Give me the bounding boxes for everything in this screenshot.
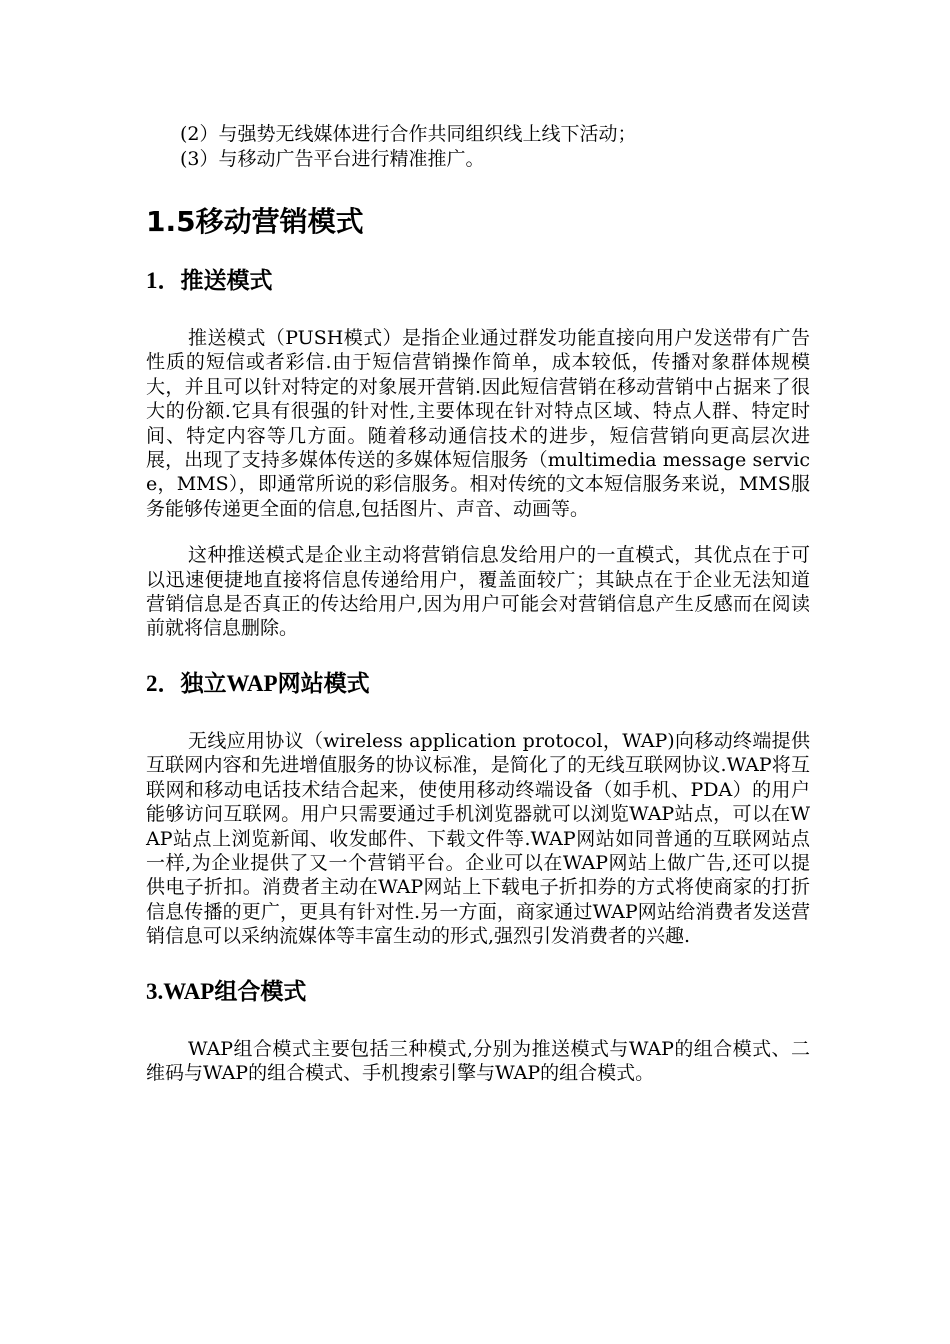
subsection-heading-wap-site: 2．独立WAP网站模式	[146, 670, 370, 696]
paragraph: 这种推送模式是企业主动将营销信息发给用户的一直模式，其优点在于可以迅速便捷地直接将信息传递给用户，覆盖面较广；其缺点在于企业无法知道营销信息是否真正的传达给用户,因为用户可能会对营销信息产生反感而在阅读前就将信息删除。	[146, 544, 810, 640]
paragraph: WAP组合模式主要包括三种模式,分别为推送模式与WAP的组合模式、二维码与WAP的组合模式、手机搜索引擎与WAP的组合模式。	[146, 1037, 810, 1084]
section-title: 1.5移动营销模式	[146, 205, 364, 238]
paragraph: 推送模式（PUSH模式）是指企业通过群发功能直接向用户发送带有广告性质的短信或者彩信.由于短信营销操作简单，成本较低，传播对象群体规模大，并且可以针对特定的对象展开营销.因此短信营销在移动营销中占据来了很大的份额.它具有很强的针对性,主要体现在针对特点区域、特点人群、特定时间、特定内容等几方面。随着移动通信技术的进步，短信营销向更高层次进展，出现了支持多媒体传送的多媒体短信服务（multimedia message service，MMS），即通常所说的彩信服务。相对传统的文本短信服务来说，MMS服务能够传递更全面的信息,包括图片、声音、动画等。	[146, 327, 810, 520]
subsection-heading-wap-combo: 3.WAP组合模式	[146, 978, 307, 1004]
list-item: (3）与移动广告平台进行精准推广。	[180, 148, 485, 170]
document-page	[146, 122, 810, 1085]
paragraph: 无线应用协议（wireless application protocol，WAP)向移动终端提供互联网内容和先进增值服务的协议标准，是简化了的无线互联网协议.WAP将互联网和移动电话技术结合起来，使使用移动终端设备（如手机、PDA）的用户能够访问互联网。用户只需要通过手机浏览器就可以浏览WAP站点，可以在WAP站点上浏览新闻、收发邮件、下载文件等.WAP网站如同普通的互联网站点一样,为企业提供了又一个营销平台。企业可以在WAP网站上做广告,还可以提供电子折扣。消费者主动在WAP网站上下载电子折扣券的方式将使商家的打折信息传播的更广，更具有针对性.另一方面，商家通过WAP网站给消费者发送营销信息可以采纳流媒体等丰富生动的形式,强烈引发消费者的兴趣.	[146, 729, 810, 948]
subsection-heading-push: 1．推送模式	[146, 268, 273, 293]
list-item: (2）与强势无线媒体进行合作共同组织线上线下活动；	[180, 123, 637, 145]
